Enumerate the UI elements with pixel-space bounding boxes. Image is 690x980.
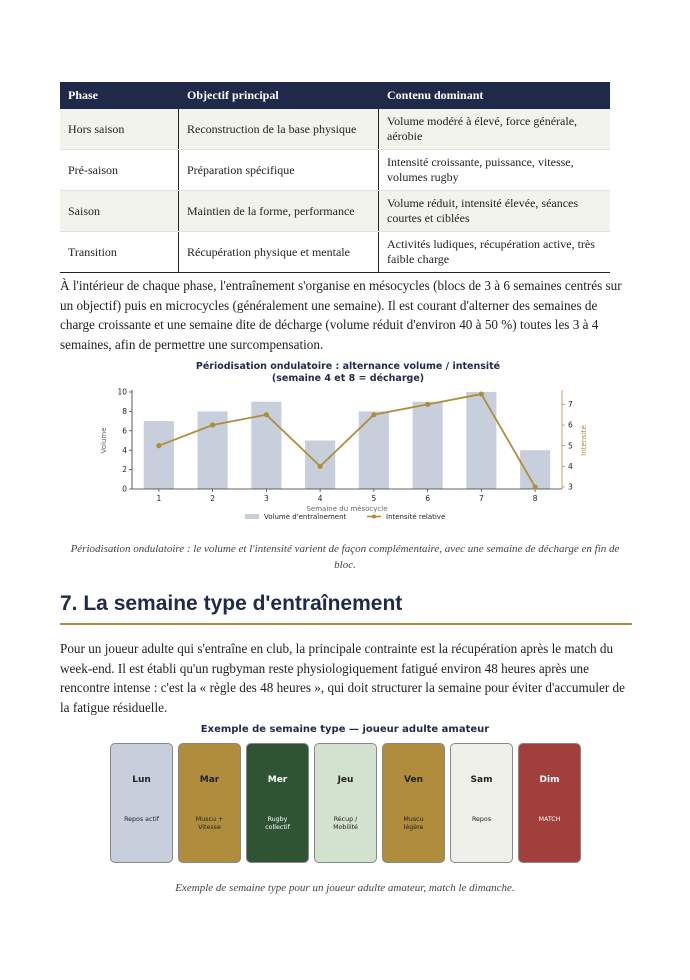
x-tick-label: 8 bbox=[532, 494, 538, 503]
legend-marker-intensity bbox=[372, 515, 376, 519]
day-name: Lun bbox=[132, 775, 151, 785]
table-header-row bbox=[60, 82, 610, 109]
week-diagram-title: Exemple de semaine type — joueur adulte amateur bbox=[200, 724, 490, 735]
intensity-point bbox=[479, 391, 484, 396]
y-tick-label-left: 8 bbox=[122, 407, 127, 416]
x-tick-label: 5 bbox=[371, 494, 377, 503]
table-cell: Saison bbox=[60, 191, 179, 232]
paragraph-mesocycles: À l'intérieur de chaque phase, l'entraînement s'organise en mésocycles (blocs de 3 à 6 semaines centrés sur un objectif) puis en microcycles (généralement une semaine). Il est courant d'alterner des semaines de charge croissante et une semaine dite de décharge (volume réduit d'environ 40 à 50 %) toutes les 3 à 4 semaines, afin de permettre une surcompensation. bbox=[60, 278, 622, 352]
heading-underline bbox=[60, 623, 632, 625]
x-tick-label: 4 bbox=[317, 494, 323, 503]
intensity-point bbox=[425, 402, 430, 407]
periodization-table bbox=[60, 82, 610, 273]
chart-title-line2: (semaine 4 et 8 = décharge) bbox=[271, 373, 425, 384]
figure-caption-2: Exemple de semaine type pour un joueur adulte amateur, match le dimanche. bbox=[175, 882, 515, 894]
figure-caption-1: Périodisation ondulatoire : le volume et l'intensité varient de façon complémentaire, avec une semaine de décharge en fin de bloc. bbox=[70, 543, 620, 571]
day-activity: Récup / Mobilité bbox=[333, 816, 358, 831]
table-cell: Activités ludiques, récupération active, très faible charge bbox=[379, 232, 611, 273]
day-card-sam bbox=[450, 743, 513, 863]
y-tick-label-right: 4 bbox=[568, 461, 573, 471]
day-name: Jeu bbox=[337, 775, 354, 785]
legend-label-volume: Volume d'entraînement bbox=[264, 513, 347, 521]
table-cell: Volume réduit, intensité élevée, séances courtes et ciblées bbox=[379, 191, 611, 232]
table-cell: Transition bbox=[60, 232, 179, 273]
table-cell: Maintien de la forme, performance bbox=[179, 191, 379, 232]
day-card-mer bbox=[246, 743, 309, 863]
day-activity: Muscu légère bbox=[403, 816, 424, 831]
day-name: Mer bbox=[267, 775, 288, 785]
x-tick-label: 6 bbox=[425, 494, 431, 503]
volume-bar bbox=[144, 421, 174, 489]
table-cell: Récupération physique et mentale bbox=[179, 232, 379, 273]
intensity-point bbox=[210, 422, 215, 427]
day-card-dim bbox=[518, 743, 581, 863]
day-activity: Repos bbox=[471, 816, 492, 823]
table-row bbox=[60, 191, 610, 232]
day-activity: Repos actif bbox=[124, 816, 159, 823]
legend-swatch-volume bbox=[245, 514, 259, 519]
intensity-point bbox=[156, 443, 161, 448]
header-objective: Objectif principal bbox=[179, 82, 379, 109]
y-tick-label-right: 7 bbox=[568, 399, 573, 409]
day-card-jeu bbox=[314, 743, 377, 863]
day-name: Dim bbox=[539, 775, 560, 785]
y-tick-label-left: 4 bbox=[122, 445, 127, 455]
legend-label-intensity: Intensité relative bbox=[386, 513, 446, 521]
table-row bbox=[60, 150, 610, 191]
header-content: Contenu dominant bbox=[379, 82, 611, 109]
x-tick-label: 1 bbox=[156, 494, 162, 503]
y-axis-label-left: Volume bbox=[100, 427, 108, 454]
y-tick-label-left: 6 bbox=[122, 426, 127, 436]
day-card-lun bbox=[110, 743, 173, 863]
x-tick-label: 7 bbox=[478, 494, 484, 503]
table-cell: Reconstruction de la base physique bbox=[179, 109, 379, 150]
y-tick-label-left: 2 bbox=[122, 465, 127, 475]
periodization-chart bbox=[90, 355, 610, 525]
chart-title-line1: Périodisation ondulatoire : alternance volume / intensité bbox=[195, 361, 501, 372]
table-cell: Volume modéré à élevé, force générale, aérobie bbox=[379, 109, 611, 150]
header-phase: Phase bbox=[60, 82, 179, 109]
x-axis-label: Semaine du mésocycle bbox=[306, 505, 388, 513]
day-activity: Rugby collectif bbox=[265, 816, 290, 831]
intensity-point bbox=[371, 412, 376, 417]
x-tick-label: 3 bbox=[263, 494, 269, 503]
day-activity: MATCH bbox=[538, 816, 561, 823]
paragraph-48-hours: Pour un joueur adulte qui s'entraîne en club, la principale contrainte est la récupération après le match du week-end. Il est établi qu'un rugbyman reste physiologiquement fatigué environ 48 heures après une rencontre intense : c'est la « règle des 48 heures », qui doit structurer la semaine pour éviter d'accumuler de la fatigue résiduelle. bbox=[60, 641, 626, 715]
intensity-point bbox=[264, 412, 269, 417]
y-tick-label-left: 10 bbox=[117, 387, 127, 397]
day-activity: Muscu + Vitesse bbox=[195, 816, 224, 831]
table-cell: Intensité croissante, puissance, vitesse, volumes rugby bbox=[379, 150, 611, 191]
y-tick-label-left: 0 bbox=[122, 484, 127, 494]
section-heading: 7. La semaine type d'entraînement bbox=[60, 592, 403, 615]
day-name: Mar bbox=[199, 775, 220, 785]
table-row bbox=[60, 232, 610, 273]
volume-bar bbox=[466, 392, 496, 489]
volume-bar bbox=[413, 402, 443, 489]
intensity-point bbox=[318, 464, 323, 469]
intensity-point bbox=[533, 484, 538, 489]
day-card-ven bbox=[382, 743, 445, 863]
table-cell: Pré-saison bbox=[60, 150, 179, 191]
table-row bbox=[60, 109, 610, 150]
table-cell: Hors saison bbox=[60, 109, 179, 150]
day-name: Ven bbox=[404, 775, 423, 785]
day-card-mar bbox=[178, 743, 241, 863]
day-name: Sam bbox=[470, 775, 493, 785]
y-tick-label-right: 5 bbox=[568, 441, 573, 451]
y-axis-label-right: Intensité bbox=[580, 425, 588, 456]
y-tick-label-right: 6 bbox=[568, 420, 573, 430]
volume-bar bbox=[359, 411, 389, 489]
x-tick-label: 2 bbox=[210, 494, 216, 503]
y-tick-label-right: 3 bbox=[568, 482, 573, 492]
table-cell: Préparation spécifique bbox=[179, 150, 379, 191]
